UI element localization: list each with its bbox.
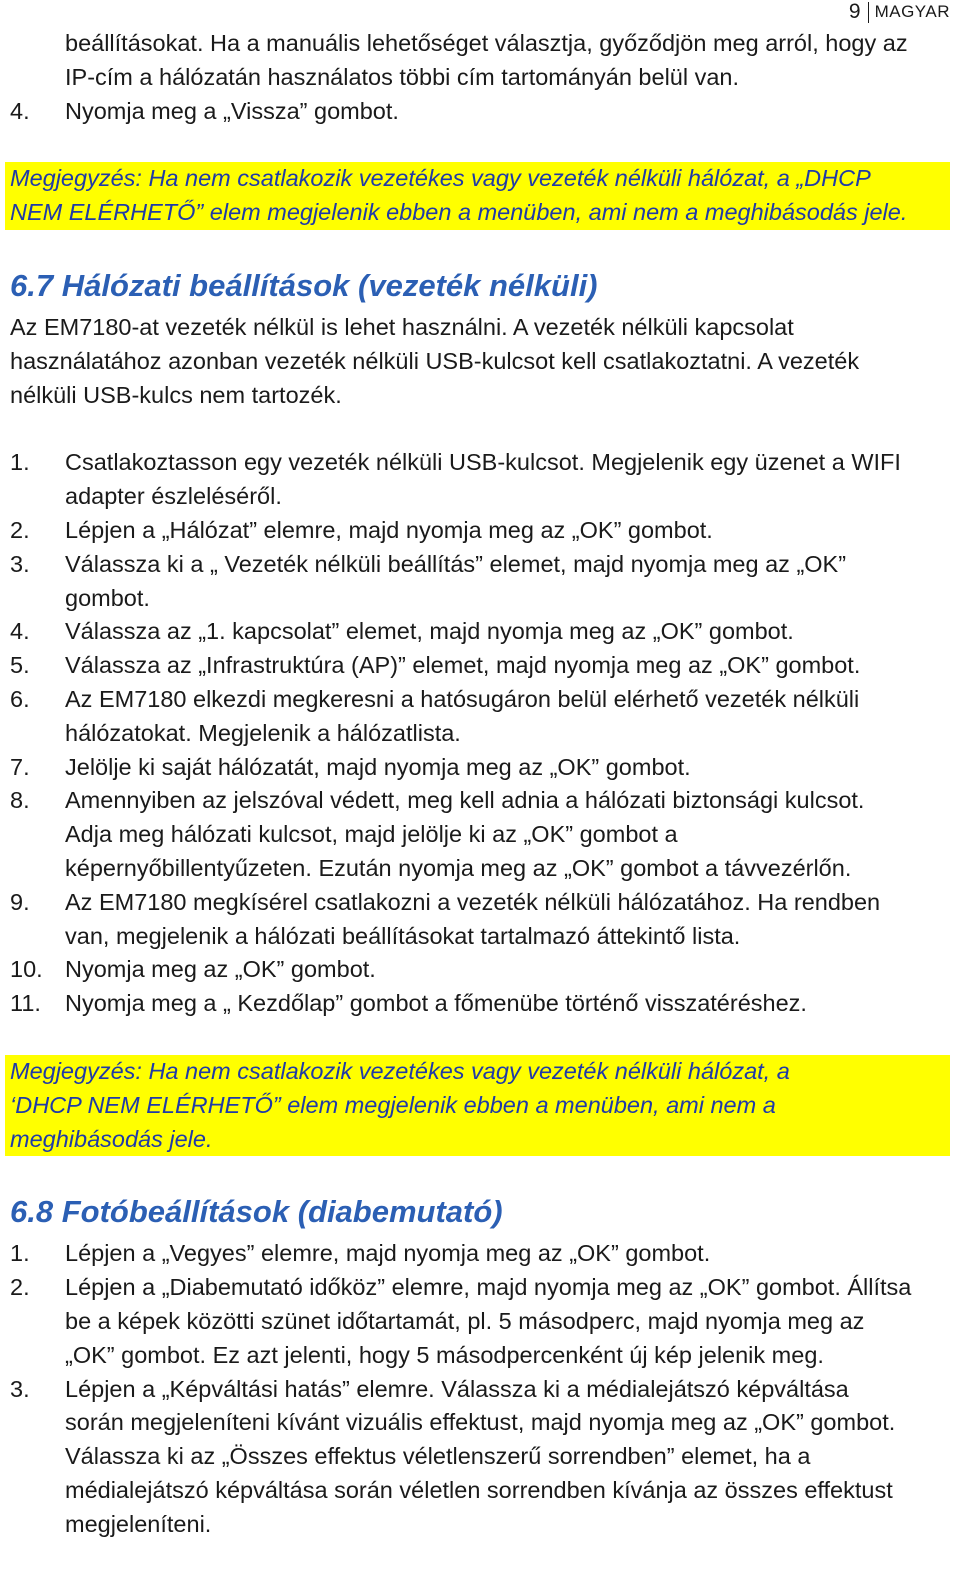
list-item bbox=[10, 953, 954, 987]
list-number: 8. bbox=[10, 787, 30, 814]
section-68-steps bbox=[10, 1237, 954, 1541]
note-line: Megjegyzés: Ha nem csatlakozik vezetékes vagy vezeték nélküli hálózat, a „DHCP bbox=[10, 165, 871, 192]
list-item bbox=[10, 1271, 954, 1372]
list-number: 3. bbox=[10, 1375, 30, 1402]
list-number: 2. bbox=[10, 516, 30, 543]
header-divider bbox=[868, 2, 869, 23]
list-item bbox=[10, 751, 954, 785]
text-line: adapter észleléséről. bbox=[65, 483, 282, 510]
list-number: 10. bbox=[10, 956, 43, 983]
list-item bbox=[10, 987, 954, 1021]
text-line: nélküli USB-kulcs nem tartozék. bbox=[10, 381, 342, 408]
text-line: Jelölje ki saját hálózatát, majd nyomja meg az „OK” gombot. bbox=[65, 753, 691, 780]
text-line: „OK” gombot. Ez azt jelenti, hogy 5 másodpercenként új kép jelenik meg. bbox=[65, 1341, 824, 1368]
note-line: NEM ELÉRHETŐ” elem megjelenik ebben a menüben, ami nem a meghibásodás jele. bbox=[10, 199, 908, 226]
text-line: Az EM7180 elkezdi megkeresni a hatósugáron belül elérhető vezeték nélküli bbox=[65, 685, 860, 712]
list-number: 1. bbox=[10, 449, 30, 476]
list-item bbox=[10, 649, 954, 683]
text-line: Adja meg hálózati kulcsot, majd jelölje ki az „OK” gombot a bbox=[65, 821, 678, 848]
text-line: Lépjen a „Hálózat” elemre, majd nyomja meg az „OK” gombot. bbox=[65, 516, 713, 543]
text-line: Csatlakoztasson egy vezeték nélküli USB-kulcsot. Megjelenik egy üzenet a WIFI bbox=[65, 449, 901, 476]
section-heading-6-8: 6.8 Fotóbeállítások (diabemutató) bbox=[10, 1194, 503, 1230]
section-heading-6-7: 6.7 Hálózati beállítások (vezeték nélküli) bbox=[10, 267, 598, 303]
list-item bbox=[10, 446, 954, 514]
list-number: 3. bbox=[10, 550, 30, 577]
list-item bbox=[10, 1237, 954, 1271]
section-67-paragraph bbox=[10, 311, 954, 412]
text-line: gombot. bbox=[65, 584, 150, 611]
text-line: médialejátszó képváltása során véletlen sorrendben kívánja az összes effektust bbox=[65, 1476, 893, 1503]
text-line: Válassza az „Infrastruktúra (AP)” elemet, majd nyomja meg az „OK” gombot. bbox=[65, 652, 861, 679]
text-line: Lépjen a „Képváltási hatás” elemre. Válassza ki a médialejátszó képváltása bbox=[65, 1375, 849, 1402]
intro-continuation bbox=[10, 27, 954, 95]
note-highlight-1 bbox=[5, 162, 950, 230]
list-number: 5. bbox=[10, 652, 30, 679]
list-item bbox=[10, 548, 954, 616]
list-number: 2. bbox=[10, 1274, 30, 1301]
list-number: 4. bbox=[10, 618, 30, 645]
note-line: ‘DHCP NEM ELÉRHETŐ” elem megjelenik ebben a menüben, ami nem a bbox=[10, 1091, 776, 1118]
header-language: MAGYAR bbox=[874, 2, 950, 21]
list-number: 4. bbox=[10, 97, 30, 124]
note-line: Megjegyzés: Ha nem csatlakozik vezetékes vagy vezeték nélküli hálózat, a bbox=[10, 1057, 790, 1084]
list-item bbox=[10, 95, 954, 129]
note-line: meghibásodás jele. bbox=[10, 1125, 213, 1152]
text-line: képernyőbillentyűzeten. Ezután nyomja meg az „OK” gombot a távvezérlőn. bbox=[65, 854, 852, 881]
list-number: 11. bbox=[10, 990, 41, 1017]
document-body bbox=[10, 27, 954, 1541]
text-line: Nyomja meg a „ Kezdőlap” gombot a főmenübe történő visszatéréshez. bbox=[65, 990, 807, 1017]
page-number: 9 bbox=[848, 0, 861, 23]
text-line: során megjeleníteni kívánt vizuális effektust, majd nyomja meg az „OK” gombot. bbox=[65, 1409, 896, 1436]
note-highlight-2 bbox=[5, 1055, 950, 1156]
list-item bbox=[10, 1373, 954, 1542]
list-item bbox=[10, 615, 954, 649]
text-line: Lépjen a „Diabemutató időköz” elemre, majd nyomja meg az „OK” gombot. Állítsa bbox=[65, 1274, 912, 1301]
text-line: Válassza ki a „ Vezeték nélküli beállítás” elemet, majd nyomja meg az „OK” bbox=[65, 550, 847, 577]
text-line: Válassza ki az „Összes effektus véletlenszerű sorrendben” elemet, ha a bbox=[65, 1443, 811, 1470]
text-line: van, megjelenik a hálózati beállításokat tartalmazó áttekintő lista. bbox=[65, 922, 741, 949]
text-line: Válassza az „1. kapcsolat” elemet, majd nyomja meg az „OK” gombot. bbox=[65, 618, 794, 645]
list-number: 9. bbox=[10, 888, 30, 915]
text-line: Lépjen a „Vegyes” elemre, majd nyomja meg az „OK” gombot. bbox=[65, 1240, 711, 1267]
text-line: Nyomja meg a „Vissza” gombot. bbox=[65, 97, 399, 124]
text-line: beállításokat. Ha a manuális lehetőséget választja, győződjön meg arról, hogy az bbox=[65, 30, 908, 56]
page-header bbox=[849, 0, 950, 24]
list-item bbox=[10, 514, 954, 548]
list-number: 7. bbox=[10, 753, 30, 780]
text-line: be a képek közötti szünet időtartamát, pl. 5 másodperc, majd nyomja meg az bbox=[65, 1307, 865, 1334]
text-line: használatához azonban vezeték nélküli USB-kulcsot kell csatlakoztatni. A vezeték bbox=[10, 347, 860, 374]
list-number: 6. bbox=[10, 685, 30, 712]
text-line: Az EM7180 megkísérel csatlakozni a vezeték nélküli hálózatához. Ha rendben bbox=[65, 888, 881, 915]
text-line: hálózatokat. Megjelenik a hálózatlista. bbox=[65, 719, 461, 746]
list-item bbox=[10, 784, 954, 885]
section-67-steps bbox=[10, 446, 954, 1021]
text-line: Az EM7180-at vezeték nélkül is lehet használni. A vezeték nélküli kapcsolat bbox=[10, 313, 794, 340]
text-line: megjeleníteni. bbox=[65, 1510, 212, 1537]
text-line: IP-cím a hálózatán használatos többi cím tartományán belül van. bbox=[65, 63, 740, 90]
text-line: Amennyiben az jelszóval védett, meg kell adnia a hálózati biztonsági kulcsot. bbox=[65, 787, 865, 814]
list-item bbox=[10, 886, 954, 954]
list-item bbox=[10, 683, 954, 751]
list-number: 1. bbox=[10, 1240, 30, 1267]
text-line: Nyomja meg az „OK” gombot. bbox=[65, 956, 376, 983]
